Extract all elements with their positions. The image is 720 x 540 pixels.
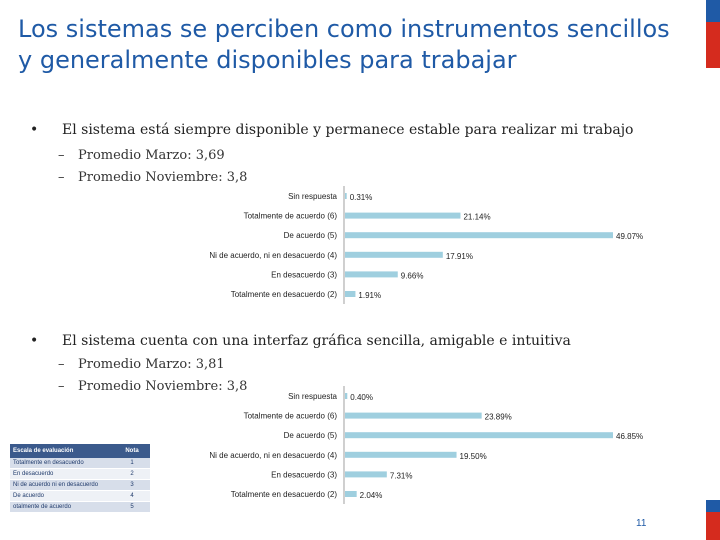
grade-cell: 5 bbox=[114, 502, 150, 513]
scale-header: Escala de evaluación bbox=[10, 444, 114, 458]
category-label: En desacuerdo (3) bbox=[271, 270, 337, 280]
table-row bbox=[10, 458, 150, 469]
bar bbox=[345, 413, 482, 419]
bar bbox=[345, 193, 347, 199]
bar bbox=[345, 271, 398, 277]
scale-cell: En desacuerdo bbox=[10, 469, 114, 480]
flag-stripe-red-top bbox=[706, 22, 720, 68]
grade-cell: 3 bbox=[114, 480, 150, 491]
page-number: 11 bbox=[636, 518, 647, 529]
scale-cell: Ni de acuerdo ni en desacuerdo bbox=[10, 480, 114, 491]
table-row bbox=[10, 469, 150, 480]
bar bbox=[345, 393, 347, 399]
grade-cell: 4 bbox=[114, 491, 150, 502]
value-label: 7.31% bbox=[389, 471, 413, 481]
category-label: Sin respuesta bbox=[288, 192, 337, 201]
category-label: Totalmente de acuerdo (6) bbox=[243, 211, 337, 221]
flag-stripe-red-bottom bbox=[706, 512, 720, 540]
category-label: De acuerdo (5) bbox=[283, 231, 337, 241]
bar bbox=[345, 452, 457, 458]
bar bbox=[345, 232, 613, 238]
flag-stripe-blue-bottom bbox=[706, 500, 720, 512]
value-label: 17.91% bbox=[445, 251, 473, 261]
value-label: 21.14% bbox=[463, 212, 491, 222]
sub-bullet-dash: – bbox=[58, 357, 65, 372]
grade-cell: 1 bbox=[114, 458, 150, 469]
average-march-1: Promedio Marzo: 3,69 bbox=[78, 148, 225, 163]
value-label: 1.91% bbox=[358, 291, 382, 300]
grade-cell: 2 bbox=[114, 469, 150, 480]
table-row bbox=[10, 491, 150, 502]
average-november-1: Promedio Noviembre: 3,8 bbox=[78, 170, 248, 185]
bar bbox=[345, 491, 357, 497]
bar-chart-availability bbox=[0, 184, 700, 304]
value-label: 0.31% bbox=[349, 193, 373, 202]
category-label: En desacuerdo (3) bbox=[271, 470, 337, 480]
value-label: 0.40% bbox=[350, 393, 373, 402]
bullet-marker: • bbox=[30, 333, 39, 349]
slide-title: Los sistemas se perciben como instrumentos sencillos y generalmente disponibles para trabajar bbox=[18, 15, 670, 74]
value-label: 19.50% bbox=[459, 451, 487, 461]
sub-bullet-dash: – bbox=[58, 170, 65, 185]
value-label: 23.89% bbox=[484, 412, 512, 422]
bullet-text-availability: El sistema está siempre disponible y permanece estable para realizar mi trabajo bbox=[62, 122, 634, 138]
value-label: 9.66% bbox=[400, 271, 424, 281]
bar bbox=[345, 252, 443, 258]
category-label: Totalmente de acuerdo (6) bbox=[243, 411, 337, 421]
value-label: 46.85% bbox=[616, 432, 644, 442]
bullet-text-interface: El sistema cuenta con una interfaz gráfica sencilla, amigable e intuitiva bbox=[62, 333, 571, 349]
table-row bbox=[10, 480, 150, 491]
evaluation-scale-table bbox=[10, 444, 150, 513]
scale-cell: Totalmente en desacuerdo bbox=[10, 458, 114, 469]
category-label: Ni de acuerdo, ni en desacuerdo (4) bbox=[209, 250, 337, 260]
flag-stripe-blue-top bbox=[706, 0, 720, 22]
bar bbox=[345, 291, 355, 297]
category-label: Totalmente en desacuerdo (2) bbox=[230, 290, 337, 299]
category-label: Ni de acuerdo, ni en desacuerdo (4) bbox=[209, 450, 337, 460]
value-label: 49.07% bbox=[616, 232, 644, 242]
sub-bullet-dash: – bbox=[58, 148, 65, 163]
bullet-marker: • bbox=[30, 122, 39, 138]
grade-header: Nota bbox=[114, 444, 150, 458]
table-row bbox=[10, 502, 150, 513]
bar bbox=[345, 213, 460, 219]
average-november-2: Promedio Noviembre: 3,8 bbox=[78, 379, 248, 394]
category-label: Totalmente en desacuerdo (2) bbox=[230, 490, 337, 499]
average-march-2: Promedio Marzo: 3,81 bbox=[78, 357, 225, 372]
sub-bullet-dash: – bbox=[58, 379, 65, 394]
value-label: 2.04% bbox=[359, 491, 383, 500]
category-label: Sin respuesta bbox=[288, 392, 337, 401]
bar bbox=[345, 432, 613, 438]
scale-cell: otalmente de acuerdo bbox=[10, 502, 114, 513]
category-label: De acuerdo (5) bbox=[283, 431, 337, 441]
bar bbox=[345, 471, 387, 477]
scale-cell: De acuerdo bbox=[10, 491, 114, 502]
